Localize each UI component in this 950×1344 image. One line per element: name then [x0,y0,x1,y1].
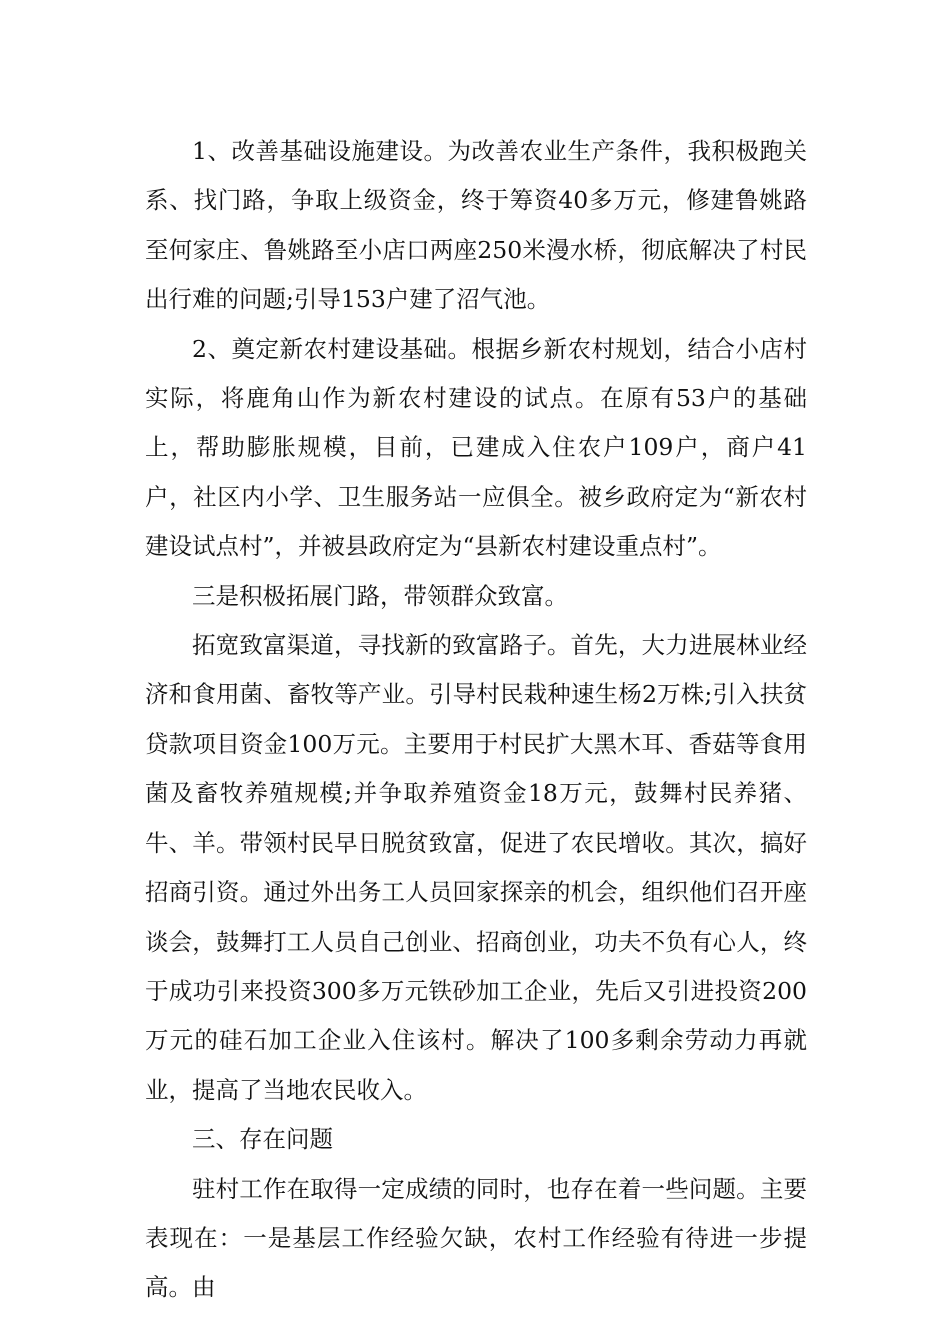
paragraph-section-heading-wealth: 三是积极拓展门路，带领群众致富。 [192,581,568,610]
document-body [145,127,807,1313]
paragraph-section-heading-problems: 三、存在问题 [192,1125,333,1154]
paragraph-infrastructure: 1、改善基础设施建设。为改善农业生产条件，我积极跑关系、找门路，争取上级资金，终于筹资40多万元，修建鲁姚路至何家庄、鲁姚路至小店口两座250米漫水桥，彻底解决了村民出行难的问题;引导153户建了沼气池。 [145,137,807,314]
paragraph-problems: 驻村工作在取得一定成绩的同时，也存在着一些问题。主要表现在：一是基层工作经验欠缺，农村工作经验有待进一步提高。由 [145,1174,807,1302]
paragraph-new-village: 2、奠定新农村建设基础。根据乡新农村规划，结合小店村实际，将鹿角山作为新农村建设的试点。在原有53户的基础上，帮助膨胀规模，目前，已建成入住农户109户，商户41户，社区内小学、卫生服务站一应俱全。被乡政府定为“新农村建设试点村”，并被县政府定为“县新农村建设重点村”。 [145,334,807,561]
paragraph-wealth-channels: 拓宽致富渠道，寻找新的致富路子。首先，大力进展林业经济和食用菌、畜牧等产业。引导村民栽种速生杨2万株;引入扶贫贷款项目资金100万元。主要用于村民扩大黑木耳、香菇等食用菌及畜牧养殖规模;并争取养殖资金18万元，鼓舞村民养猪、牛、羊。带领村民早日脱贫致富，促进了农民增收。其次，搞好招商引资。通过外出务工人员回家探亲的机会，组织他们召开座谈会，鼓舞打工人员自己创业、招商创业，功夫不负有心人，终于成功引来投资300多万元铁砂加工企业，先后又引进投资200万元的硅石加工企业入住该村。解决了100多剩余劳动力再就业，提高了当地农民收入。 [145,631,807,1104]
